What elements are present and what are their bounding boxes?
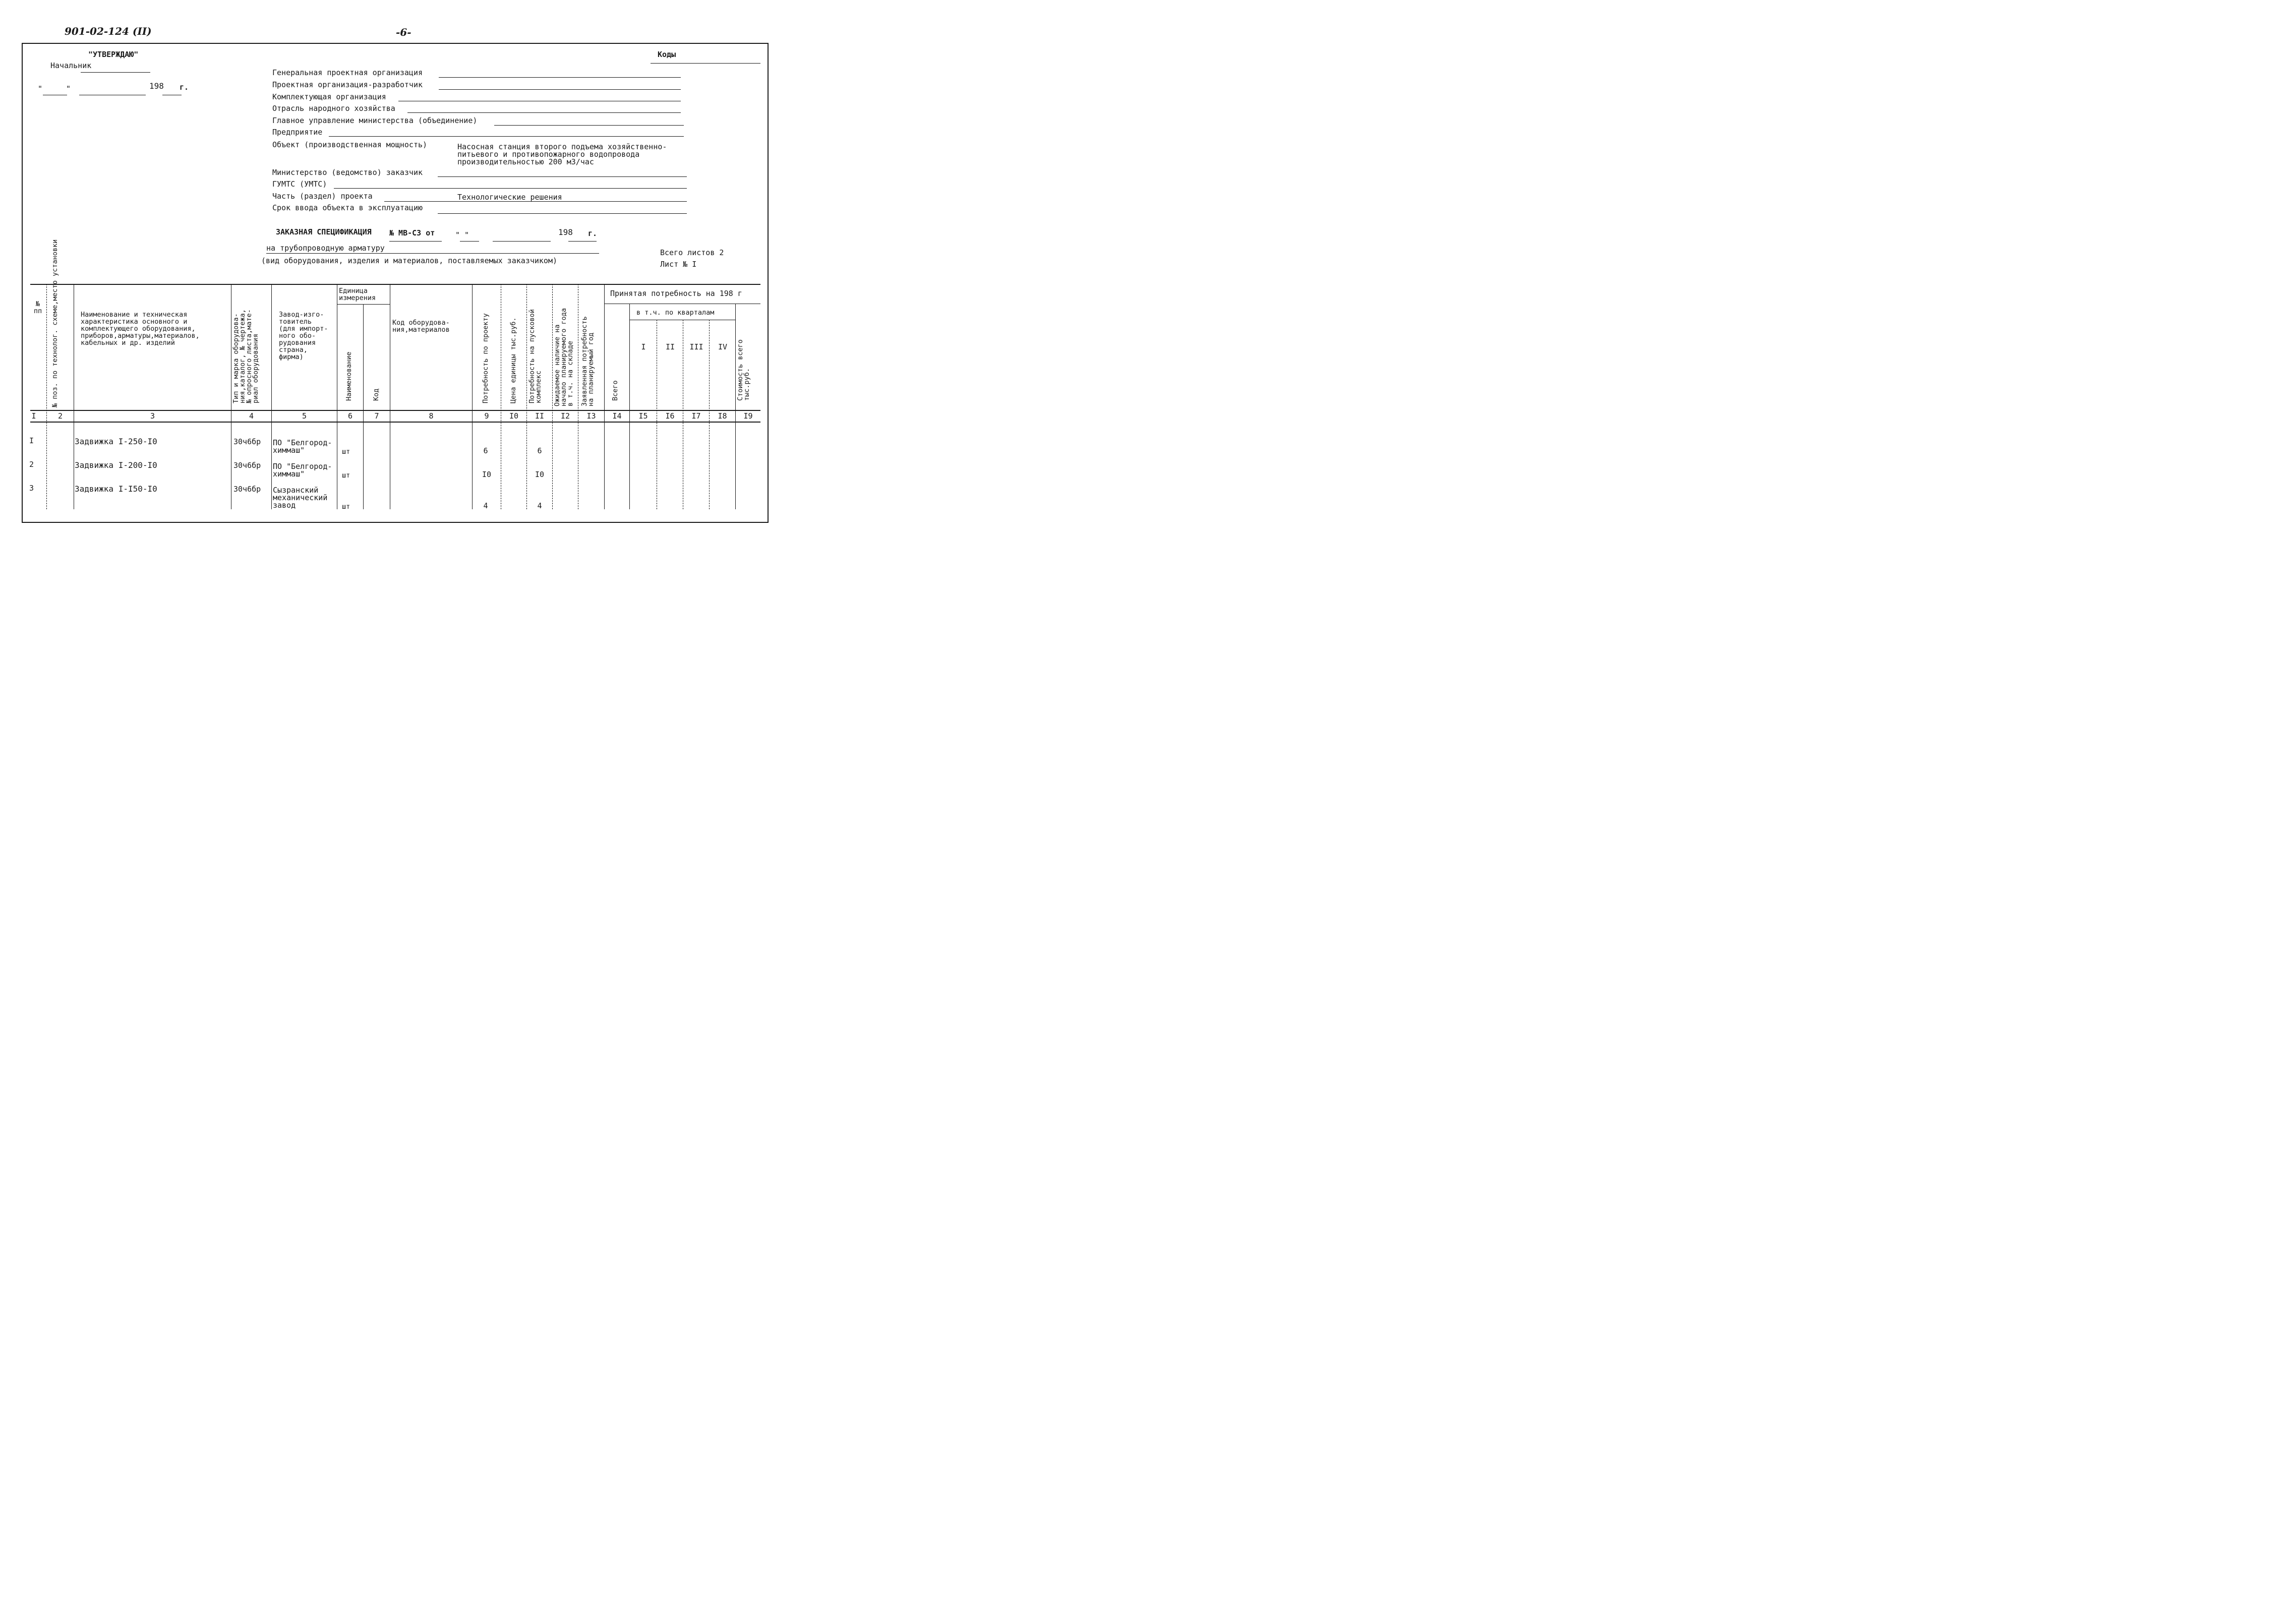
field-industry: Отрасль народного хозяйства (272, 104, 395, 113)
spec-title: ЗАКАЗНАЯ СПЕЦИФИКАЦИЯ (276, 227, 372, 236)
col-number-5: 5 (302, 411, 307, 421)
row-maker-line1: ПО "Белгород- (273, 462, 332, 471)
col-header-13-line1: Заявленная потребность (580, 316, 588, 406)
row-launch-need: 6 (537, 446, 542, 455)
col-divider-11 (552, 284, 553, 509)
approve-day-quote-open: " (38, 84, 43, 93)
col-header-3-line5: кабельных и др. изделий (81, 339, 175, 347)
spec-month-line (493, 241, 551, 242)
col-divider-18 (735, 304, 736, 509)
spec-year-line (568, 241, 597, 242)
col-header-1: № пп (33, 300, 42, 315)
spec-subject-line (266, 253, 599, 254)
gumts-line (334, 188, 687, 189)
row-launch-need: 4 (537, 501, 542, 510)
col-header-3-line2: характеристика основного и (81, 318, 188, 326)
col-header-8 (392, 319, 450, 333)
document-code: 901-02-124 (II) (65, 25, 152, 37)
row-number: 3 (29, 484, 34, 493)
approve-title: "УТВЕРЖДАЮ" (88, 50, 139, 59)
general-org-line (439, 77, 681, 78)
spec-day-quote: " " (455, 230, 469, 240)
enterprise-line (329, 136, 684, 137)
row-need: 4 (483, 501, 488, 510)
col-header-5-line6: страна, (279, 346, 308, 354)
approve-year-suffix: г. (180, 83, 189, 92)
row-need: I0 (482, 470, 492, 479)
row-maker-line3: завод (273, 501, 296, 510)
col-number-17: I7 (691, 411, 701, 421)
industry-line (407, 112, 681, 113)
spec-year-suffix: г. (588, 229, 598, 238)
row-item-name: Задвижка I-200-I0 (75, 460, 157, 470)
spec-number-line (389, 241, 442, 242)
approve-year: 198 (149, 81, 164, 91)
field-project-org: Проектная организация-разработчик (272, 80, 423, 89)
chief-signature-line (81, 72, 150, 73)
object-value-line2: питьевого и противопожарного водопровода (457, 150, 640, 159)
col-number-14: I4 (612, 411, 622, 421)
quarter-4-header: IV (718, 342, 728, 351)
col-header-12-line1: Ожидаемое наличие на (553, 324, 561, 406)
field-gumts: ГУМТС (УМТС) (272, 180, 327, 189)
approve-chief-label: Начальник (50, 61, 92, 70)
col-number-12: I2 (560, 411, 570, 421)
row-item-name: Задвижка I-I50-I0 (75, 484, 157, 494)
col-header-4 (233, 309, 259, 403)
row-maker-line1: Сызранский (273, 486, 319, 495)
page-number: -6- (396, 26, 411, 38)
col-divider-1 (46, 284, 47, 509)
quarter-2-header: II (665, 342, 675, 351)
col-header-5-line4: ного обо- (279, 332, 316, 340)
col-number-13: I3 (586, 411, 596, 421)
col-header-11 (529, 309, 542, 403)
object-value-line3: производительностью 200 м3/час (457, 157, 594, 166)
row-unit: шт (342, 471, 350, 480)
col-divider-6 (363, 304, 364, 509)
col-number-1: I (31, 411, 36, 421)
ministry-dept-line (494, 125, 684, 126)
col-header-5-line1: Завод-изго- (279, 311, 324, 319)
table-numbers-bottom-rule (30, 422, 760, 423)
table-top-rule (30, 284, 760, 285)
approve-day-quote-close: " (66, 84, 71, 93)
col-header-5-line5: рудования (279, 339, 316, 347)
col-header-11-line2: комплекс (535, 370, 543, 403)
col-header-3-line1: Наименование и техническая (81, 311, 188, 319)
col-header-8-line1: Код оборудова- (392, 319, 450, 327)
row-unit: шт (342, 503, 350, 511)
row-item-type: 30ч6бр (233, 461, 261, 470)
row-maker-line2: химмаш" (273, 446, 305, 455)
row-maker-line1: ПО "Белгород- (273, 438, 332, 447)
col-header-3-line4: приборов,арматуры,материалов, (81, 332, 200, 340)
col-header-7: Код (372, 388, 380, 401)
col-header-5-line3: (для импорт- (279, 325, 328, 333)
col-number-6: 6 (347, 411, 353, 421)
row-item-type: 30ч6бр (233, 485, 261, 494)
spec-subject: на трубопроводную арматуру (266, 244, 385, 253)
col-number-7: 7 (374, 411, 379, 421)
col-header-3 (81, 311, 200, 346)
col-divider-13 (604, 284, 605, 509)
col-number-2: 2 (57, 411, 63, 421)
field-object: Объект (производственная мощность) (272, 140, 428, 149)
sheet-number: Лист № I (660, 260, 697, 269)
col-divider-4 (271, 284, 272, 509)
row-unit: шт (342, 448, 350, 456)
col-number-19: I9 (743, 411, 753, 421)
project-part-line (384, 201, 687, 202)
col-number-3: 3 (150, 411, 155, 421)
field-commissioning: Срок ввода объекта в эксплуатацию (272, 203, 423, 212)
quarter-3-header: III (689, 342, 703, 351)
row-number: 2 (29, 460, 34, 469)
col-header-4-line4: риал оборудования (252, 333, 260, 403)
project-org-line (439, 89, 681, 90)
quarters-header: в т.ч. по кварталам (636, 309, 715, 317)
col-header-4-line1: Тип и марка оборудова- (232, 313, 240, 403)
field-enterprise: Предприятие (272, 128, 323, 137)
col-number-4: 4 (249, 411, 254, 421)
field-ministry-dept: Главное управление министерства (объединение) (272, 116, 478, 125)
accepted-need-header: Принятая потребность на 198 г (610, 289, 742, 298)
field-general-org: Генеральная проектная организация (272, 68, 423, 77)
unit-group-line1: Единица (339, 287, 368, 295)
row-need: 6 (483, 446, 488, 455)
col-header-4-line2: ния,каталог, № чертежа, (239, 309, 247, 403)
col-header-19-line2: тыс.руб. (743, 368, 751, 401)
field-supply-org: Комплектующая организация (272, 92, 386, 101)
project-part-value: Технологические решения (457, 193, 562, 202)
col-header-8-line2: ния,материалов (392, 326, 450, 334)
col-number-15: I5 (638, 411, 648, 421)
col-header-12-line2: начало планируемого года (560, 308, 568, 406)
col-header-6: Наименование (345, 351, 353, 401)
spec-number: № МВ-С3 от (389, 228, 435, 237)
col-header-5 (279, 311, 328, 361)
unit-group-line2: измерения (339, 294, 376, 302)
col-header-3-line3: комплектующего оборудования, (81, 325, 196, 333)
field-customer-ministry: Министерство (ведомство) заказчик (272, 168, 423, 177)
col-header-4-line3: № опросного листа,мате- (245, 309, 253, 403)
col-header-14: Всего (611, 380, 619, 401)
col-header-10: Цена единицы тыс.руб. (509, 317, 517, 403)
sheets-total: Всего листов 2 (660, 248, 724, 257)
col-header-12-line3: в т.ч. на складе (566, 340, 574, 406)
col-number-18: I8 (718, 411, 727, 421)
row-maker-line2: механический (273, 493, 328, 502)
col-header-9: Потребность по проекту (482, 313, 490, 403)
col-number-11: II (535, 411, 545, 421)
col-header-12 (554, 308, 574, 406)
spec-year: 198 (558, 227, 573, 237)
object-value-line1: Насосная станция второго подъема хозяйственно- (457, 142, 667, 151)
row-item-type: 30ч6бр (233, 437, 261, 446)
row-item-name: Задвижка I-250-I0 (75, 437, 157, 446)
col-header-13-line2: на планируемый год (587, 332, 595, 406)
commissioning-line (438, 213, 687, 214)
col-header-13 (581, 316, 595, 406)
col-divider-14 (629, 304, 630, 509)
col-number-9: 9 (484, 411, 489, 421)
customer-ministry-line (438, 176, 687, 177)
col-number-10: I0 (509, 411, 519, 421)
row-number: I (29, 436, 34, 445)
col-header-2: № поз. по технолог. схеме,место установки (51, 239, 59, 407)
col-number-16: I6 (665, 411, 675, 421)
col-header-11-line1: Потребность на пусковой (528, 309, 536, 403)
row-launch-need: I0 (535, 470, 545, 479)
codes-label: Коды (658, 50, 676, 59)
col-number-8: 8 (429, 411, 434, 421)
codes-line (651, 63, 760, 64)
quarter-1-header: I (641, 342, 646, 351)
field-project-part: Часть (раздел) проекта (272, 192, 373, 201)
unit-group-header (339, 287, 376, 302)
table-header-bottom-rule (30, 410, 760, 411)
spec-day-line (460, 241, 479, 242)
col-header-19 (737, 339, 750, 401)
col-header-19-line1: Стоимость всего (736, 339, 744, 401)
col-header-5-line7: фирма) (279, 353, 304, 361)
spec-subject-note: (вид оборудования, изделия и материалов, поставляемых заказчиком) (261, 256, 557, 265)
row-maker-line2: химмаш" (273, 469, 305, 479)
col-header-5-line2: товитель (279, 318, 312, 326)
